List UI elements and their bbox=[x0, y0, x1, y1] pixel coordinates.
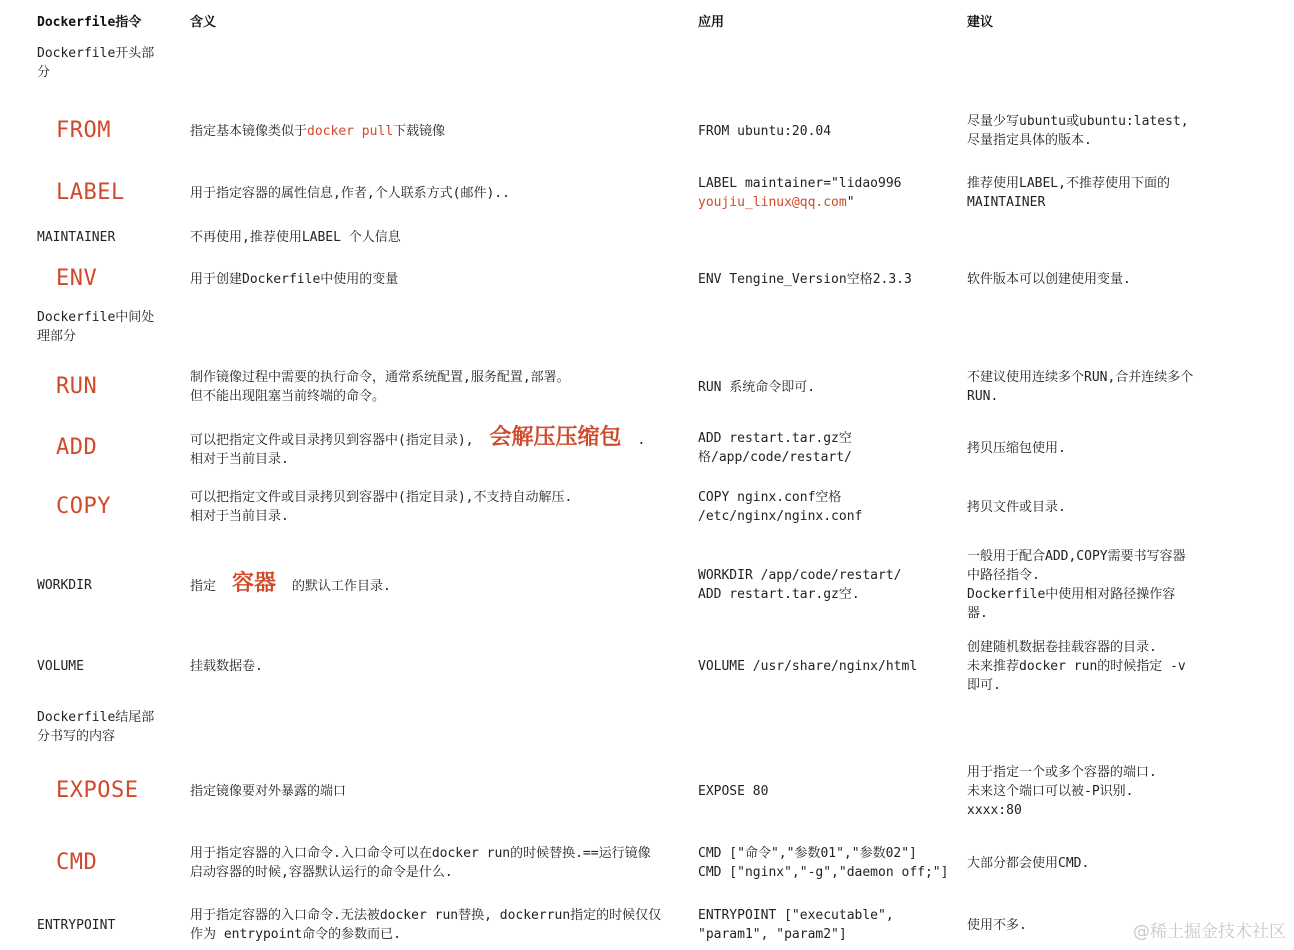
instruction-env: ENV bbox=[56, 266, 98, 291]
usage-label bbox=[698, 172, 967, 214]
instruction-copy: COPY bbox=[56, 494, 111, 519]
header-usage: 应用 bbox=[698, 14, 725, 30]
advice-workdir: 一般用于配合ADD,COPY需要书写容器中路径指令. Dockerfile中使用相对路径操作容器. bbox=[967, 549, 1186, 621]
meaning-add-dot: . bbox=[637, 432, 646, 448]
usage-copy: COPY nginx.conf空格 /etc/nginx/nginx.conf bbox=[698, 490, 863, 524]
watermark: @稀土掘金技术社区 bbox=[1133, 922, 1286, 942]
usage-label-red2: ujiu_linux@qq.com bbox=[713, 195, 847, 210]
instruction-maintainer: MAINTAINER bbox=[37, 229, 116, 245]
usage-workdir: WORKDIR /app/code/restart/ ADD restart.tar.gz空. bbox=[698, 568, 902, 602]
advice-add: 拷贝压缩包使用. bbox=[967, 440, 1066, 456]
meaning-workdir-highlight: 容器 bbox=[232, 571, 277, 596]
instruction-expose: EXPOSE bbox=[56, 778, 139, 803]
meaning-copy: 可以把指定文件或目录拷贝到容器中(指定目录),不支持自动解压. 相对于当前目录. bbox=[190, 490, 573, 524]
meaning-from bbox=[190, 90, 698, 172]
advice-run: 不建议使用连续多个RUN,合并连续多个RUN. bbox=[967, 370, 1194, 404]
usage-add: ADD restart.tar.gz空格/app/code/restart/ bbox=[698, 431, 852, 465]
meaning-add-prefix: 可以把指定文件或目录拷贝到容器中(指定目录), bbox=[190, 432, 474, 448]
advice-expose: 用于指定一个或多个容器的端口. 未来这个端口可以被-P识别. xxxx:80 bbox=[967, 764, 1157, 818]
meaning-workdir bbox=[190, 536, 698, 634]
meaning-run: 制作镜像过程中需要的执行命令，通常系统配置,服务配置,部署。 但不能出现阻塞当前终端的命令。 bbox=[190, 370, 570, 404]
table-row bbox=[0, 900, 1294, 950]
table-row bbox=[0, 356, 1294, 418]
section-label-head: Dockerfile开头部分 bbox=[37, 46, 155, 80]
meaning-from-prefix: 指定基本镜像类似于 bbox=[190, 123, 308, 139]
advice-cmd: 大部分都会使用CMD. bbox=[967, 855, 1090, 871]
table-row bbox=[0, 756, 1294, 826]
section-label-middle: Dockerfile中间处理部分 bbox=[37, 310, 155, 344]
header-meaning: 含义 bbox=[190, 14, 217, 30]
table-row bbox=[0, 536, 1294, 634]
instruction-run: RUN bbox=[56, 374, 98, 399]
table-row bbox=[0, 298, 1294, 356]
section-label-tail: Dockerfile结尾部分书写的内容 bbox=[37, 710, 155, 744]
meaning-from-code: docker pull bbox=[307, 123, 394, 139]
table-row bbox=[0, 634, 1294, 698]
table-row bbox=[0, 260, 1294, 298]
instruction-entrypoint: ENTRYPOINT bbox=[37, 917, 116, 933]
advice-entrypoint: 使用不多. bbox=[967, 917, 1027, 933]
meaning-env: 用于创建Dockerfile中使用的变量 bbox=[190, 271, 399, 287]
table-row bbox=[0, 826, 1294, 900]
meaning-workdir-suffix: 的默认工作目录. bbox=[292, 579, 391, 594]
advice-copy: 拷贝文件或目录. bbox=[967, 499, 1066, 515]
instruction-label: LABEL bbox=[56, 180, 125, 205]
table-row bbox=[0, 698, 1294, 756]
advice-from: 尽量少写ubuntu或ubuntu:latest,尽量指定具体的版本. bbox=[967, 114, 1189, 148]
table-row bbox=[0, 90, 1294, 172]
meaning-entrypoint: 用于指定容器的入口命令.无法被docker run替换, dockerrun指定的时候仅仅作为 entrypoint命令的参数而已. bbox=[190, 908, 662, 942]
advice-env: 软件版本可以创建使用变量. bbox=[967, 271, 1131, 287]
meaning-volume: 挂载数据卷. bbox=[190, 658, 263, 674]
table-row bbox=[0, 172, 1294, 214]
advice-label: 推荐使用LABEL,不推荐使用下面的MAINTAINER bbox=[967, 176, 1170, 210]
meaning-add bbox=[190, 418, 698, 478]
instruction-workdir: WORKDIR bbox=[37, 577, 92, 593]
usage-run: RUN 系统命令即可. bbox=[698, 379, 816, 395]
usage-entrypoint: ENTRYPOINT ["executable", "param1", "param2"] bbox=[698, 908, 894, 942]
usage-label-end: " bbox=[846, 195, 855, 210]
instruction-from: FROM bbox=[56, 118, 111, 143]
table-header-row bbox=[0, 0, 1294, 44]
header-instruction: Dockerfile指令 bbox=[37, 14, 142, 30]
usage-expose: EXPOSE 80 bbox=[698, 783, 769, 799]
instruction-add: ADD bbox=[56, 435, 98, 460]
meaning-expose: 指定镜像要对外暴露的端口 bbox=[190, 783, 347, 799]
meaning-add-highlight: 会解压压缩包 bbox=[489, 424, 622, 450]
meaning-label: 用于指定容器的属性信息,作者,个人联系方式(邮件).. bbox=[190, 185, 510, 201]
meaning-cmd: 用于指定容器的入口命令.入口命令可以在docker run的时候替换.==运行镜像启动容器的时候,容器默认运行的命令是什么. bbox=[190, 846, 651, 880]
instruction-volume: VOLUME bbox=[37, 658, 84, 674]
meaning-workdir-prefix: 指定 bbox=[190, 579, 217, 594]
meaning-add-line2: 相对于当前目录. bbox=[190, 451, 289, 467]
table-row bbox=[0, 214, 1294, 260]
usage-label-plain: LABEL maintainer="lidao996 bbox=[698, 176, 902, 191]
usage-env: ENV Tengine_Version空格2.3.3 bbox=[698, 271, 912, 287]
meaning-maintainer: 不再使用,推荐使用LABEL 个人信息 bbox=[190, 229, 401, 245]
meaning-from-suffix: 下载镜像 bbox=[393, 123, 446, 139]
table-row bbox=[0, 478, 1294, 536]
table-row bbox=[0, 44, 1294, 90]
table-row bbox=[0, 418, 1294, 478]
advice-volume: 创建随机数据卷挂载容器的目录. 未来推荐docker run的时候指定 -v即可. bbox=[967, 639, 1186, 693]
usage-from: FROM ubuntu:20.04 bbox=[698, 123, 832, 139]
instruction-cmd: CMD bbox=[56, 850, 98, 875]
usage-volume: VOLUME /usr/share/nginx/html bbox=[698, 658, 918, 674]
usage-cmd: CMD ["命令","参数01","参数02"] CMD ["nginx","-g","daemon off;"] bbox=[698, 846, 949, 880]
usage-label-red: yo bbox=[698, 195, 714, 210]
header-advice: 建议 bbox=[967, 14, 994, 30]
